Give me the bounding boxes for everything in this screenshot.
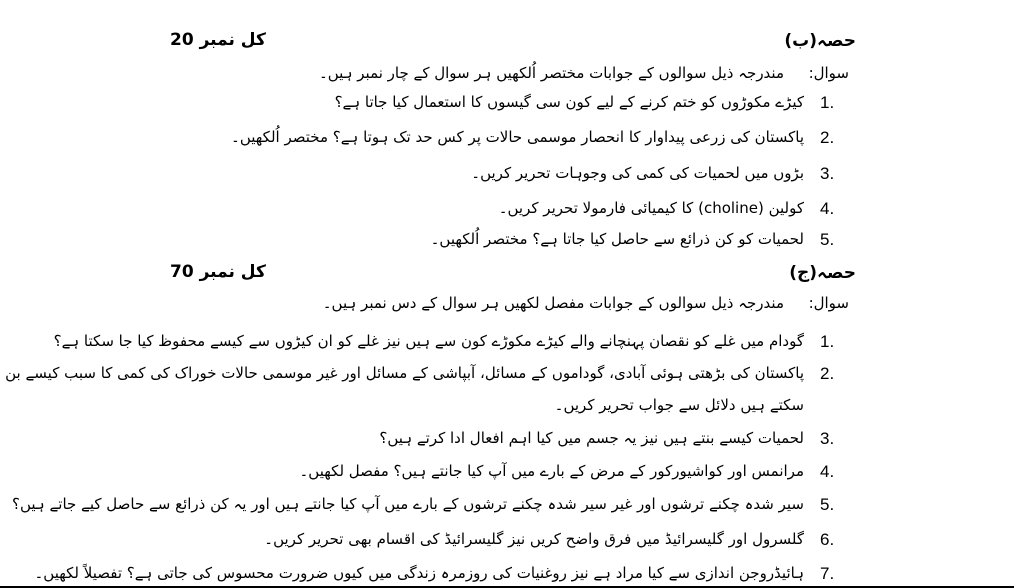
question-number: 3. <box>820 164 835 183</box>
question-text: کولین (choline) کا کیمیائی فارمولا تحریر کریں۔ <box>498 199 804 217</box>
question-number: 5. <box>820 495 835 514</box>
section-c-total-marks: کل نمبر 70 <box>170 262 266 282</box>
question-number: 7. <box>820 564 835 583</box>
question-text: مرانمس اور کواشیورکور کے مرض کے بارے میں آپ کیا جانتے ہیں؟ مفصل لکھیں۔ <box>299 462 804 480</box>
section-b-title: حصہ(ب) <box>784 31 856 51</box>
question-text: گودام میں غلے کو نقصان پہنچانے والے کیڑے مکوڑے کون سے ہیں نیز غلے کو ان کیڑوں سے کیسے محفوظ کیا جا سکتا ہے؟ <box>53 332 804 350</box>
question-number: 6. <box>820 530 835 549</box>
section-c-title: حصہ(ج) <box>789 263 856 283</box>
question-number: 5. <box>820 230 835 249</box>
question-number: 1. <box>820 93 835 112</box>
question-text: کیڑے مکوڑوں کو ختم کرنے کے لیے کون سی گیسوں کا استعمال کیا جاتا ہے؟ <box>334 93 804 111</box>
question-text: سیر شدہ چکنے ترشوں اور غیر سیر شدہ چکنے ترشوں کے بارے میں آپ کیا جانتے ہیں اور یہ کن ذرائع سے حاصل کیے جاتے ہیں؟ <box>12 495 804 513</box>
section-b-total-marks: کل نمبر 20 <box>170 30 266 50</box>
instruction: مندرجہ ذیل سوالوں کے جوابات مختصر اُلکھیں ہر سوال کے چار نمبر ہیں۔ <box>318 64 784 82</box>
question-text: پاکستان کی بڑھتی ہوئی آبادی، گوداموں کے مسائل، آبپاشی کے مسائل اور غیر موسمی حالات خوراک کی کمی کا سبب کیسے بن <box>5 364 804 382</box>
question-number: 4. <box>820 462 835 481</box>
instruction: مندرجہ ذیل سوالوں کے جوابات مفصل لکھیں ہر سوال کے دس نمبر ہیں۔ <box>322 294 784 312</box>
question-text: لحمیات کو کن ذرائع سے حاصل کیا جاتا ہے؟ مختصر اُلکھیں۔ <box>430 230 804 248</box>
question-text: پاکستان کی زرعی پیداوار کا انحصار موسمی حالات پر کس حد تک ہوتا ہے؟ مختصر اُلکھیں۔ <box>231 128 804 146</box>
question-label: سوال: <box>808 294 849 312</box>
question-text: ہائیڈروجن اندازی سے کیا مراد ہے نیز روغنیات کی روزمرہ زندگی میں کیوں ضرورت محسوس کی جاتی ہے؟ تفصیلاً لکھیں۔ <box>34 564 804 582</box>
question-number: 1. <box>820 332 835 351</box>
question-text: لحمیات کیسے بنتے ہیں نیز یہ جسم میں کیا اہم افعال ادا کرتے ہیں؟ <box>379 429 804 447</box>
question-number: 2. <box>820 128 835 147</box>
question-text: بڑوں میں لحمیات کی کمی کی وجوہات تحریر کریں۔ <box>471 164 804 182</box>
question-number: 3. <box>820 429 835 448</box>
question-text: گلسرول اور گلیسرائیڈ میں فرق واضح کریں نیز گلیسرائیڈ کی اقسام بھی تحریر کریں۔ <box>264 530 804 548</box>
question-number: 4. <box>820 199 835 218</box>
question-label: سوال: <box>808 64 849 82</box>
question-text-continued: سکتے ہیں دلائل سے جواب تحریر کریں۔ <box>554 396 804 414</box>
question-number: 2. <box>820 364 835 383</box>
